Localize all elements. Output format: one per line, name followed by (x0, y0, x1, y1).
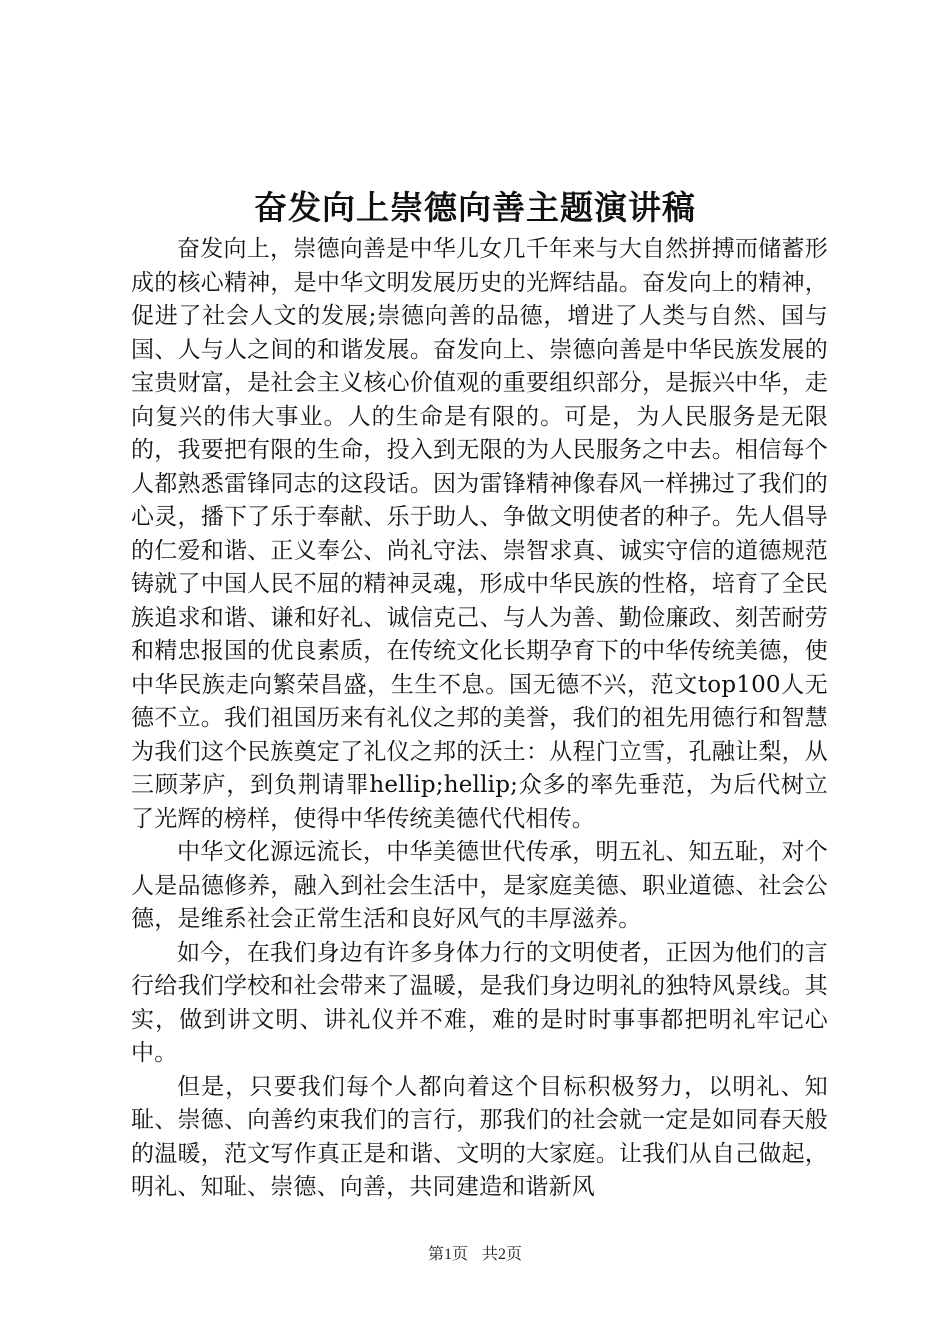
page-footer (0, 1245, 950, 1265)
paragraph-1: 奋发向上，崇德向善是中华儿女几千年来与大自然拼搏而储蓄形成的核心精神，是中华文明发展历史的光辉结晶。奋发向上的精神，促进了社会人文的发展;崇德向善的品德，增进了人类与自然、国与国、人与人之间的和谐发展。奋发向上、崇德向善是中华民族发展的宝贵财富，是社会主义核心价值观的重要组织部分，是振兴中华，走向复兴的伟大事业。人的生命是有限的。可是，为人民服务是无限的，我要把有限的生命，投入到无限的为人民服务之中去。相信每个人都熟悉雷锋同志的这段话。因为雷锋精神像春风一样拂过了我们的心灵，播下了乐于奉献、乐于助人、争做文明使者的种子。先人倡导的仁爱和谐、正义奉公、尚礼守法、崇智求真、诚实守信的道德规范铸就了中国人民不屈的精神灵魂，形成中华民族的性格，培育了全民族追求和谐、谦和好礼、诚信克己、与人为善、勤俭廉政、刻苦耐劳和精忠报国的优良素质，在传统文化长期孕育下的中华传统美德，使中华民族走向繁荣昌盛，生生不息。国无德不兴，范文top100人无德不立。我们祖国历来有礼仪之邦的美誉，我们的祖先用德行和智慧为我们这个民族奠定了礼仪之邦的沃土：从程门立雪，孔融让梨，从三顾茅庐，到负荆请罪hellip;hellip;众多的率先垂范，为后代树立了光辉的榜样，使得中华传统美德代代相传。 (131, 236, 828, 832)
document-body (131, 233, 828, 1205)
paragraph-3: 如今，在我们身边有许多身体力行的文明使者，正因为他们的言行给我们学校和社会带来了温暖，是我们身边明礼的独特风景线。其实，做到讲文明、讲礼仪并不难，难的是时时事事都把明礼牢记心中。 (131, 939, 828, 1066)
paragraph-4: 但是，只要我们每个人都向着这个目标积极努力，以明礼、知耻、崇德、向善约束我们的言行，那我们的社会就一定是如同春天般的温暖，范文写作真正是和谐、文明的大家庭。让我们从自己做起，明礼、知耻、崇德、向善，共同建造和谐新风 (131, 1073, 828, 1200)
document-title: 奋发向上崇德向善主题演讲稿 (254, 188, 696, 227)
page-number-total: 共2页 (482, 1246, 523, 1263)
page-number-current: 第1页 (427, 1246, 468, 1263)
paragraph-2: 中华文化源远流长，中华美德世代传承，明五礼、知五耻，对个人是品德修养，融入到社会生活中，是家庭美德、职业道德、社会公德，是维系社会正常生活和良好风气的丰厚滋养。 (131, 839, 828, 932)
